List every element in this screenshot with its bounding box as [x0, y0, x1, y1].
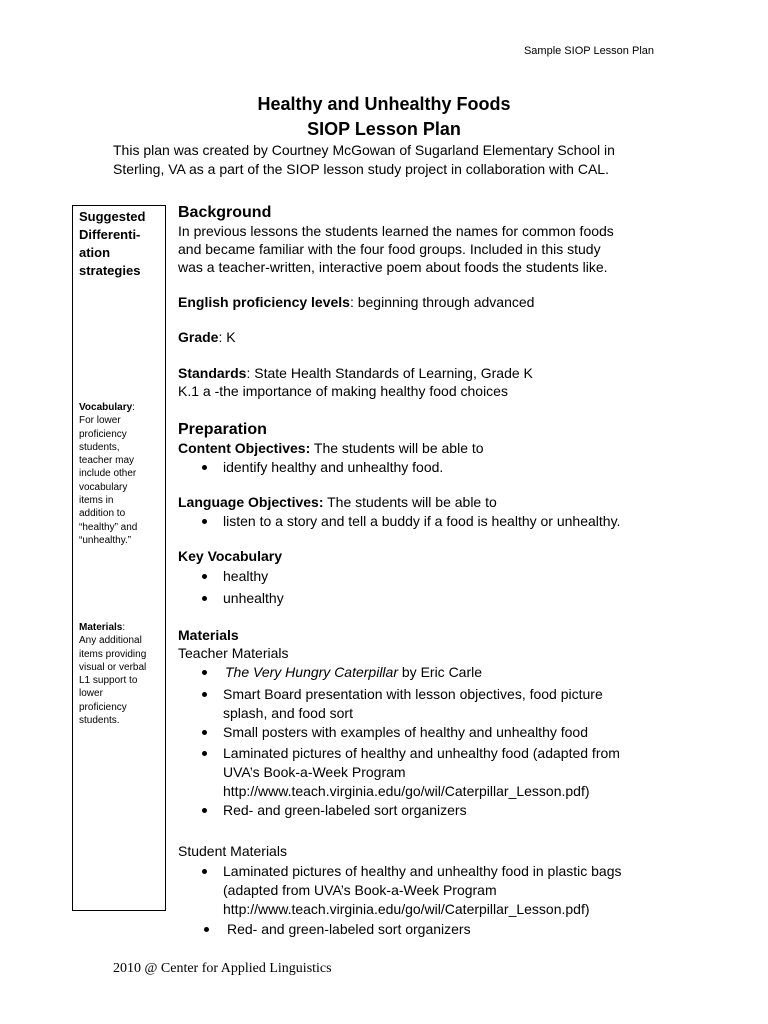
standards: Standards: State Health Standards of Learning, Grade K	[178, 365, 533, 381]
grade: Grade: K	[178, 329, 236, 345]
teacher-material-item: Smart Board presentation with lesson objectives, food picture splash, and food sort	[223, 686, 603, 721]
student-materials-label: Student Materials	[178, 843, 287, 859]
student-material-item: Red- and green-labeled sort organizers	[227, 921, 471, 937]
preparation-heading: Preparation	[178, 421, 267, 438]
sidebar-vocabulary-note: Vocabulary: For lower proficiency students, teacher may include other vocabulary items in addition to “healthy” and “unhealthy.”	[79, 402, 138, 546]
sidebar-materials-label: Materials	[79, 622, 123, 633]
student-material-item: Laminated pictures of healthy and unhealthy food in plastic bags (adapted from UVA’s Book-a-Week Program http://www.teach.virginia.edu/go/wil/Caterpillar_Lesson.pdf)	[223, 863, 622, 917]
bullet-icon	[202, 692, 207, 697]
intro-line-2: Sterling, VA as a part of the SIOP lesson study project in collaboration with CAL.	[113, 161, 609, 177]
document-subtitle: SIOP Lesson Plan	[307, 119, 461, 139]
background-line-1: In previous lessons the students learned the names for common foods	[178, 223, 614, 239]
running-header: Sample SIOP Lesson Plan	[523, 45, 654, 57]
bullet-icon	[202, 465, 207, 470]
background-heading: Background	[178, 204, 272, 221]
vocab-item: unhealthy	[223, 590, 284, 606]
bullet-icon	[202, 670, 207, 675]
vocab-item: healthy	[223, 568, 269, 584]
sidebar-materials-note: Materials: Any additional items providing visual or verbal L1 support to lower proficiency students.	[79, 622, 147, 727]
bullet-icon	[202, 519, 207, 524]
content-objective-item: identify healthy and unhealthy food.	[223, 459, 444, 475]
language-objective-item: listen to a story and tell a buddy if a food is healthy or unhealthy.	[223, 513, 621, 529]
background-line-3: was a teacher-written, interactive poem about foods the students like.	[178, 259, 608, 275]
bullet-icon	[202, 869, 207, 874]
language-objectives: Language Objectives: The students will be able to	[178, 494, 497, 510]
sidebar-vocabulary-label: Vocabulary	[79, 402, 133, 413]
teacher-material-item: Red- and green-labeled sort organizers	[223, 802, 467, 818]
bullet-icon	[202, 751, 207, 756]
intro-line-1: This plan was created by Courtney McGowan of Sugarland Elementary School in	[113, 142, 615, 158]
bullet-icon	[202, 730, 207, 735]
bullet-icon	[204, 927, 209, 932]
sidebar-heading: Suggested Differenti- ation strategies	[79, 209, 146, 278]
differentiation-sidebar	[72, 205, 166, 911]
teacher-material-item: The Very Hungry Caterpillar by Eric Carle	[225, 664, 483, 680]
teacher-material-item: Laminated pictures of healthy and unhealthy food (adapted from UVA’s Book-a-Week Program http://www.teach.virginia.edu/go/wil/Caterpillar_Lesson.pdf)	[223, 745, 620, 799]
page-footer: 2010 @ Center for Applied Linguistics	[113, 961, 332, 976]
standards-detail: K.1 a -the importance of making healthy food choices	[178, 383, 508, 399]
bullet-icon	[202, 574, 207, 579]
proficiency-levels: English proficiency levels: beginning through advanced	[178, 294, 535, 310]
key-vocabulary-heading: Key Vocabulary	[178, 548, 283, 564]
bullet-icon	[202, 808, 207, 813]
document-title: Healthy and Unhealthy Foods	[257, 94, 511, 114]
materials-heading: Materials	[178, 627, 239, 643]
bullet-icon	[202, 596, 207, 601]
teacher-materials-label: Teacher Materials	[178, 645, 289, 661]
background-line-2: and became familiar with the four food groups. Included in this study	[178, 241, 601, 257]
content-objectives: Content Objectives: The students will be able to	[178, 440, 484, 456]
teacher-material-item: Small posters with examples of healthy and unhealthy food	[223, 724, 588, 740]
